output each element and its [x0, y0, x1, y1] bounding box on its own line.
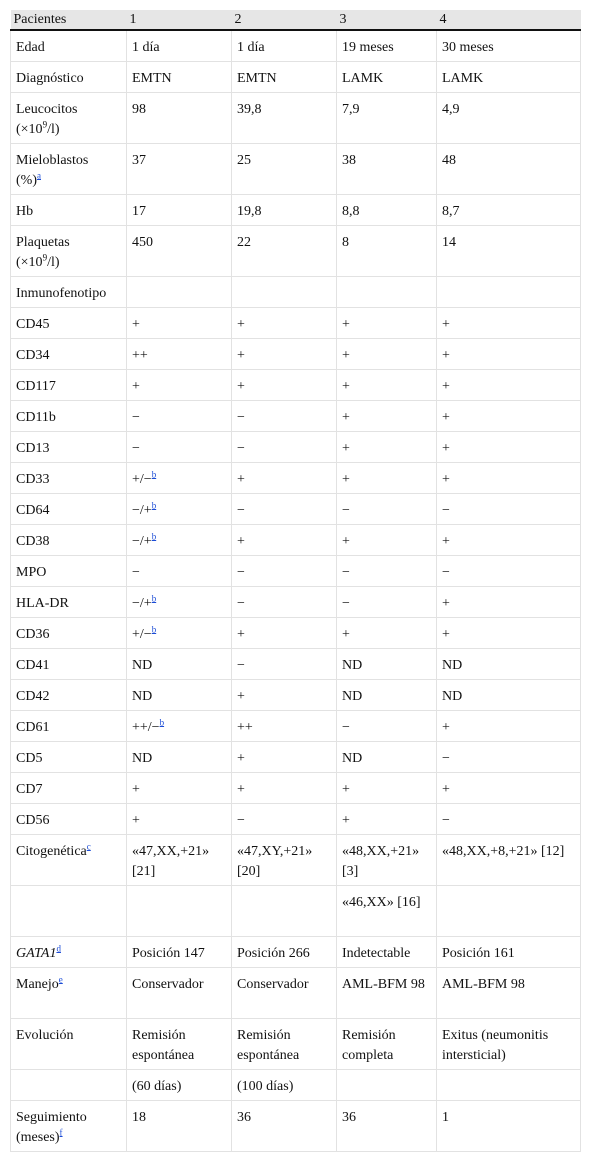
- table-row: [11, 62, 581, 93]
- table-cell: −: [232, 494, 337, 525]
- label-text: Plaquetas: [16, 235, 70, 250]
- table-cell: [127, 587, 232, 618]
- footnote-link[interactable]: b: [151, 593, 157, 604]
- table-cell: ++: [232, 711, 337, 742]
- table-cell: Remisión completa: [337, 1019, 437, 1070]
- table-cell: +: [437, 432, 581, 463]
- table-cell: «48,XX,+21» [3]: [337, 835, 437, 886]
- table-row: [11, 525, 581, 556]
- table-cell: −: [232, 432, 337, 463]
- label-text: Seguimiento: [16, 1110, 87, 1125]
- label-exponent: 9: [42, 119, 48, 130]
- row-label: CD38: [11, 525, 127, 556]
- table-cell: +: [337, 401, 437, 432]
- row-label: Evolución: [11, 1019, 127, 1070]
- table-row: [11, 401, 581, 432]
- table-cell: −: [232, 649, 337, 680]
- cell-value: −/+: [132, 534, 152, 549]
- table-cell: +: [437, 587, 581, 618]
- table-cell: [127, 277, 232, 308]
- footnote-link[interactable]: b: [159, 717, 165, 728]
- footnote-link[interactable]: b: [151, 531, 157, 542]
- table-cell: +: [337, 773, 437, 804]
- table-cell: −: [337, 711, 437, 742]
- table-cell: 8: [337, 226, 437, 277]
- table-cell: +: [127, 773, 232, 804]
- label-unit-post: /l): [47, 255, 60, 270]
- table-cell: [337, 1070, 437, 1101]
- table-cell: [437, 277, 581, 308]
- row-label: Hb: [11, 195, 127, 226]
- table-cell: −: [232, 556, 337, 587]
- table-cell: +: [337, 804, 437, 835]
- table-cell: −: [127, 556, 232, 587]
- table-cell: +: [127, 804, 232, 835]
- table-cell: +: [232, 370, 337, 401]
- cell-value: ++/−: [132, 720, 160, 735]
- table-cell: 25: [232, 144, 337, 195]
- table-cell: +: [127, 308, 232, 339]
- table-row: [11, 370, 581, 401]
- row-label: CD45: [11, 308, 127, 339]
- label-unit-post: /l): [47, 122, 60, 137]
- table-row: [11, 742, 581, 773]
- table-cell: 1 día: [127, 30, 232, 62]
- table-cell: [127, 463, 232, 494]
- table-cell: +: [232, 680, 337, 711]
- label-text: Mieloblastos: [16, 153, 89, 168]
- cell-value: +/−: [132, 472, 152, 487]
- table-cell: [437, 1070, 581, 1101]
- table-cell: +: [437, 618, 581, 649]
- footnote-link[interactable]: c: [86, 841, 91, 852]
- footnote-link[interactable]: b: [151, 469, 157, 480]
- table-row: [11, 618, 581, 649]
- table-cell: +: [437, 401, 581, 432]
- table-cell: −: [232, 401, 337, 432]
- cell-value: −/+: [132, 596, 152, 611]
- row-label: CD56: [11, 804, 127, 835]
- footnote-link[interactable]: d: [56, 943, 61, 954]
- footnote-link[interactable]: e: [58, 974, 63, 985]
- table-cell: +: [437, 370, 581, 401]
- table-cell: +: [437, 773, 581, 804]
- table-cell: +: [437, 339, 581, 370]
- table-row: [11, 30, 581, 62]
- table-cell: 8,7: [437, 195, 581, 226]
- table-row: [11, 556, 581, 587]
- table-cell: LAMK: [337, 62, 437, 93]
- row-label: CD13: [11, 432, 127, 463]
- table-cell: 98: [127, 93, 232, 144]
- label-exponent: 9: [42, 252, 48, 263]
- table-cell: AML-BFM 98: [337, 968, 437, 1019]
- table-row: [11, 463, 581, 494]
- row-label: [11, 1070, 127, 1101]
- table-cell: [127, 711, 232, 742]
- table-cell: ND: [127, 680, 232, 711]
- table-cell: −: [232, 804, 337, 835]
- table-cell: ND: [437, 649, 581, 680]
- table-cell: −: [337, 494, 437, 525]
- table-row: [11, 773, 581, 804]
- table-cell: +: [127, 370, 232, 401]
- row-label: HLA-DR: [11, 587, 127, 618]
- row-label: Inmunofenotipo: [11, 277, 127, 308]
- label-text: Leucocitos: [16, 102, 78, 117]
- table-cell: −: [437, 494, 581, 525]
- label-unit-pre: (×10: [16, 255, 43, 270]
- row-label: MPO: [11, 556, 127, 587]
- table-cell: LAMK: [437, 62, 581, 93]
- row-label: [11, 835, 127, 886]
- header-patient-2: 2: [232, 10, 337, 30]
- table-cell: [437, 886, 581, 937]
- row-label: CD64: [11, 494, 127, 525]
- table-cell: (60 días): [127, 1070, 232, 1101]
- table-cell: 19 meses: [337, 30, 437, 62]
- table-cell: 17: [127, 195, 232, 226]
- table-cell: ND: [127, 742, 232, 773]
- table-cell: +: [437, 463, 581, 494]
- table-row: [11, 195, 581, 226]
- table-cell: EMTN: [232, 62, 337, 93]
- table-cell: 1 día: [232, 30, 337, 62]
- header-patient-4: 4: [437, 10, 581, 30]
- table-cell: −: [337, 556, 437, 587]
- table-cell: [127, 525, 232, 556]
- label-text: GATA1: [16, 946, 57, 961]
- table-cell: 30 meses: [437, 30, 581, 62]
- table-cell: +: [232, 525, 337, 556]
- table-cell: 4,9: [437, 93, 581, 144]
- patients-table: [10, 10, 581, 1152]
- table-cell: «47,XX,+21» [21]: [127, 835, 232, 886]
- table-cell: +: [337, 339, 437, 370]
- table-wrapper: [10, 10, 580, 1152]
- table-cell: 22: [232, 226, 337, 277]
- cell-value: −/+: [132, 503, 152, 518]
- row-label: [11, 144, 127, 195]
- row-label: CD36: [11, 618, 127, 649]
- row-label: Diagnóstico: [11, 62, 127, 93]
- table-cell: ND: [337, 742, 437, 773]
- label-unit: (%): [16, 173, 37, 188]
- table-cell: +: [437, 525, 581, 556]
- table-row: [11, 144, 581, 195]
- table-row: [11, 937, 581, 968]
- table-cell: +: [232, 742, 337, 773]
- table-cell: Posición 266: [232, 937, 337, 968]
- table-row: [11, 835, 581, 886]
- table-cell: [337, 277, 437, 308]
- table-cell: −: [127, 401, 232, 432]
- row-label: CD42: [11, 680, 127, 711]
- table-cell: ND: [127, 649, 232, 680]
- row-label: CD117: [11, 370, 127, 401]
- table-cell: +: [232, 773, 337, 804]
- row-label: CD33: [11, 463, 127, 494]
- table-row: [11, 277, 581, 308]
- table-row: [11, 680, 581, 711]
- row-label: CD5: [11, 742, 127, 773]
- table-cell: 38: [337, 144, 437, 195]
- table-cell: +: [232, 339, 337, 370]
- table-row: [11, 93, 581, 144]
- row-label: Edad: [11, 30, 127, 62]
- footnote-link[interactable]: b: [151, 500, 157, 511]
- table-cell: ND: [337, 649, 437, 680]
- table-cell: «47,XY,+21» [20]: [232, 835, 337, 886]
- row-label: [11, 93, 127, 144]
- row-label: [11, 226, 127, 277]
- table-cell: Posición 147: [127, 937, 232, 968]
- label-unit-pre: (×10: [16, 122, 43, 137]
- table-cell: Conservador: [127, 968, 232, 1019]
- table-cell: +: [232, 618, 337, 649]
- table-row: [11, 432, 581, 463]
- table-cell: 36: [337, 1101, 437, 1152]
- table-cell: +: [337, 370, 437, 401]
- table-cell: «48,XX,+8,+21» [12]: [437, 835, 581, 886]
- label-text: Manejo: [16, 977, 59, 992]
- row-label: CD7: [11, 773, 127, 804]
- table-cell: [232, 277, 337, 308]
- row-label: [11, 886, 127, 937]
- table-cell: 14: [437, 226, 581, 277]
- table-row: [11, 1070, 581, 1101]
- table-cell: −: [232, 587, 337, 618]
- cell-value: +/−: [132, 627, 152, 642]
- row-label: [11, 937, 127, 968]
- table-cell: +: [232, 463, 337, 494]
- table-cell: +: [337, 618, 437, 649]
- table-row: [11, 968, 581, 1019]
- table-row: [11, 494, 581, 525]
- header-patient-3: 3: [337, 10, 437, 30]
- table-cell: AML-BFM 98: [437, 968, 581, 1019]
- table-cell: 36: [232, 1101, 337, 1152]
- table-cell: 37: [127, 144, 232, 195]
- table-cell: +: [337, 463, 437, 494]
- table-cell: EMTN: [127, 62, 232, 93]
- table-cell: +: [337, 432, 437, 463]
- table-row: [11, 1019, 581, 1070]
- table-cell: «46,XX» [16]: [337, 886, 437, 937]
- table-row: [11, 308, 581, 339]
- footnote-link[interactable]: f: [59, 1127, 63, 1138]
- label-text: Citogenética: [16, 844, 87, 859]
- table-cell: +: [337, 525, 437, 556]
- table-cell: −: [437, 742, 581, 773]
- table-row: [11, 587, 581, 618]
- table-row: [11, 886, 581, 937]
- footnote-link[interactable]: a: [37, 170, 41, 181]
- header-row: [11, 10, 581, 30]
- table-cell: 48: [437, 144, 581, 195]
- table-cell: 39,8: [232, 93, 337, 144]
- table-cell: Exitus (neumonitis intersticial): [437, 1019, 581, 1070]
- row-label: CD61: [11, 711, 127, 742]
- table-cell: ND: [337, 680, 437, 711]
- table-cell: +: [437, 711, 581, 742]
- table-cell: −: [127, 432, 232, 463]
- table-cell: Remisión espontánea: [232, 1019, 337, 1070]
- header-pacientes: Pacientes: [11, 10, 127, 30]
- row-label: [11, 968, 127, 1019]
- row-label: [11, 1101, 127, 1152]
- table-cell: 1: [437, 1101, 581, 1152]
- table-cell: −: [337, 587, 437, 618]
- table-row: [11, 649, 581, 680]
- header-patient-1: 1: [127, 10, 232, 30]
- row-label: CD41: [11, 649, 127, 680]
- table-cell: Indetectable: [337, 937, 437, 968]
- table-cell: +: [437, 308, 581, 339]
- table-row: [11, 339, 581, 370]
- table-cell: ++: [127, 339, 232, 370]
- footnote-link[interactable]: b: [151, 624, 157, 635]
- table-cell: 8,8: [337, 195, 437, 226]
- table-row: [11, 804, 581, 835]
- table-cell: Remisión espontánea: [127, 1019, 232, 1070]
- table-cell: 19,8: [232, 195, 337, 226]
- table-cell: 450: [127, 226, 232, 277]
- label-unit: (meses): [16, 1130, 60, 1145]
- table-cell: ND: [437, 680, 581, 711]
- table-row: [11, 1101, 581, 1152]
- table-cell: [127, 618, 232, 649]
- table-cell: −: [437, 556, 581, 587]
- table-cell: [127, 494, 232, 525]
- table-cell: Conservador: [232, 968, 337, 1019]
- table-cell: −: [437, 804, 581, 835]
- table-cell: [127, 886, 232, 937]
- table-cell: Posición 161: [437, 937, 581, 968]
- table-cell: [232, 886, 337, 937]
- row-label: CD34: [11, 339, 127, 370]
- table-row: [11, 226, 581, 277]
- table-cell: 7,9: [337, 93, 437, 144]
- table-cell: (100 días): [232, 1070, 337, 1101]
- table-cell: +: [337, 308, 437, 339]
- table-cell: 18: [127, 1101, 232, 1152]
- table-cell: +: [232, 308, 337, 339]
- row-label: CD11b: [11, 401, 127, 432]
- table-row: [11, 711, 581, 742]
